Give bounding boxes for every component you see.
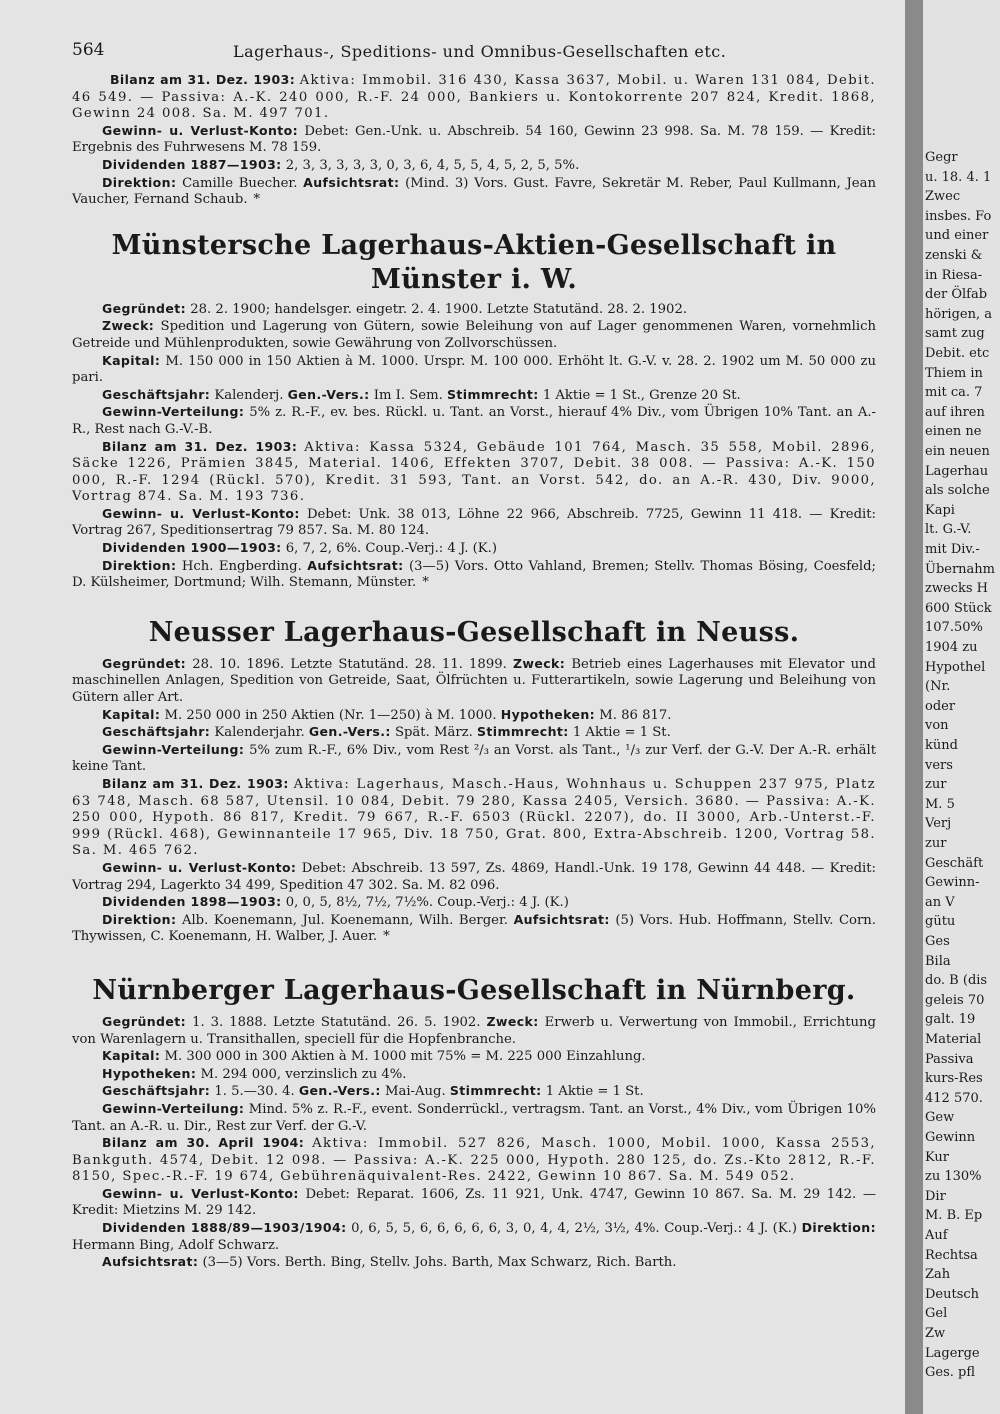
book-gutter — [905, 0, 923, 1414]
neighbor-line: geleis 70 — [925, 992, 985, 1008]
muenster-geschaeftsjahr: Geschäftsjahr: Kalenderj. Gen.-Vers.: Im I. Sem. Stimmrecht: 1 Aktie = 1 St., Grenze 20 St. — [102, 386, 741, 403]
nuernberg-hypotheken: Hypotheken: M. 294 000, verzinslich zu 4%. — [102, 1065, 407, 1082]
muenster-gewinn-verlust: Gewinn- u. Verlust-Konto: Debet: Unk. 38 013, Löhne 22 966, Abschreib. 7725, Gewinn 11 418. — Kredit: Vortrag 267, Speditionsertrag 79 857. Sa. M. 80 124. — [72, 505, 876, 539]
neighbor-line: zur — [925, 836, 947, 851]
nuernberg-aufsichtsrat: Aufsichtsrat: (3—5) Vors. Berth. Bing, Stellv. Johs. Barth, Max Schwarz, Rich. Barth. — [102, 1254, 677, 1271]
neighbor-line: M. 5 — [925, 796, 955, 812]
neighbor-line: M. B. Ep — [925, 1208, 983, 1224]
neighbor-line: und einer — [925, 228, 989, 244]
neighbor-line: ein neuen — [925, 444, 990, 459]
neighbor-line: Rechtsa — [925, 1247, 978, 1263]
nuernberg-gewinn-verlust: Gewinn- u. Verlust-Konto: Debet: Reparat. 1606, Zs. 11 921, Unk. 4747, Gewinn 10 867. Sa. M. 29 142. — Kredit: Mietzins M. 29 142. — [72, 1185, 877, 1219]
muenster-kapital: Kapital: M. 150 000 in 150 Aktien à M. 1000. Urspr. M. 100 000. Erhöht lt. G.-V. v. 28. 2. 1902 um M. 50 000 zu pari. — [72, 352, 876, 386]
neighbor-line: Gewinn — [925, 1130, 976, 1145]
neighbor-page-edge — [923, 0, 1000, 1414]
prev-gewinn-verlust: Gewinn- u. Verlust-Konto: Debet: Gen.-Unk. u. Abschreib. 54 160, Gewinn 23 998. Sa. M. 78 159. — Kredit: Ergebnis des Fuhrwesens M. 78 159. — [72, 122, 876, 156]
neuss-gegruendet: Gegründet: 28. 10. 1896. Letzte Statutänd. 28. 11. 1899. Zweck: Betrieb eines Lagerhauses mit Elevator und maschinellen Anlagen, Spedition von Getreide, Saat, Ölfrüchten u. Futterartikeln, sowie Lagerung und Beleihung von Gütern aller Art. — [72, 655, 876, 706]
muenster-zweck: Zweck: Spedition und Lagerung von Gütern, sowie Beleihung von auf Lager genommenen Waren, vornehmlich Getreide und Mühlenprodukten, sowie Gewährung von Zollvorschüssen. — [72, 318, 876, 351]
neighbor-line: galt. 19 — [925, 1012, 976, 1028]
muenster-direktion: Direktion: Hch. Engberding. Aufsichtsrat: (3—5) Vors. Otto Vahland, Bremen; Stellv. Thomas Bösing, Coesfeld; D. Külsheimer, Dortmund; Wilh. Stemann, Münster. * — [72, 557, 876, 591]
nuernberg-bilanz: Bilanz am 30. April 1904: Aktiva: Immobil. 527 826, Masch. 1000, Mobil. 1000, Kassa 2553, Bankguth. 4574, Debit. 12 098. — Passiva: A.-K. 225 000, Hypoth. 280 125, do. Zs.-Kto 2812, R.-F. 8150, Spec.-R.-F. 19 674, Gebührenäquivalent-Res. 2422, Gewinn 10 867. Sa. M. 549 052. — [72, 1135, 876, 1185]
company-title-neuss: Neusser Lagerhaus-Gesellschaft in Neuss. — [148, 616, 800, 648]
nuernberg-gewinn-verteilung: Gewinn-Verteilung: Mind. 5% z. R.-F., event. Sonderrückl., vertragsm. Tant. an Vorst., 4% Div., vom Übrigen 10% Tant. an A.-R. u. Dir., Rest zur Verf. der G.-V. — [72, 1100, 876, 1134]
neighbor-line: Bila — [925, 953, 951, 969]
neighbor-line: Zwec — [925, 189, 961, 205]
header-title: Lagerhaus-, Speditions- und Omnibus-Gesellschaften etc. — [233, 42, 727, 61]
neighbor-line: zwecks H — [925, 581, 988, 597]
neighbor-line: Gel — [925, 1306, 948, 1322]
company-title-muenster: Münstersche Lagerhaus-Aktien-Gesellschaft in Münster i. W. — [111, 229, 837, 295]
neuss-gewinn-verteilung: Gewinn-Verteilung: 5% zum R.-F., 6% Div., vom Rest ²/₃ an Vorst. als Tant., ¹/₃ zur Verf. der G.-V. Der A.-R. erhält keine Tant. — [72, 741, 876, 775]
neighbor-line: gütu — [925, 914, 956, 930]
neighbor-line: zu 130% — [925, 1169, 982, 1185]
neighbor-line: Deutsch — [925, 1286, 980, 1302]
end-star: * — [383, 929, 390, 945]
neuss-bilanz: Bilanz am 31. Dez. 1903: Aktiva: Lagerhaus, Masch.-Haus, Wohnhaus u. Schuppen 237 975, Platz 63 748, Masch. 68 587, Utensil. 10 084, Debit. 79 280, Kassa 2405, Versich. 3680. — Passiva: A.-K. 250 000, Hypoth. 86 817, Kredit. 79 667, R.-F. 6503 (Rückl. 2207), do. II 3000, Arb.-Unterst.-F. 999 (Rückl. 468), Gewinnanteile 17 965, Div. 18 750, Grat. 800, Extra-Abschreib. 1200, Vortrag 58. Sa. M. 465 762. — [72, 776, 876, 859]
neuss-dividenden: Dividenden 1898—1903: 0, 0, 5, 8½, 7½, 7½%. Coup.-Verj.: 4 J. (K.) — [102, 894, 569, 911]
neighbor-line: Hypothel — [925, 659, 986, 675]
neighbor-line: samt zug — [925, 326, 985, 342]
neighbor-line: künd — [925, 738, 958, 753]
page-number: 564 — [72, 40, 105, 60]
neighbor-line: Lagerhau — [925, 463, 989, 479]
neighbor-line: in Riesa- — [925, 267, 983, 283]
neighbor-line: Lagerge — [925, 1345, 980, 1361]
neighbor-line: zenski & — [925, 248, 983, 263]
neighbor-line: zur — [925, 777, 947, 793]
neighbor-line: lt. G.-V. — [925, 522, 972, 538]
neighbor-line: Zw — [925, 1326, 946, 1341]
neighbor-line: kurs-Res — [925, 1071, 983, 1087]
neuss-geschaeftsjahr: Geschäftsjahr: Kalenderjahr. Gen.-Vers.: Spät. März. Stimmrecht: 1 Aktie = 1 St. — [102, 724, 671, 741]
neighbor-line: Thiem in — [925, 365, 983, 381]
neighbor-line: do. B (dis — [925, 973, 988, 989]
end-star: * — [253, 192, 261, 208]
neighbor-line: hörigen, a — [925, 306, 992, 322]
neighbor-line: mit ca. 7 — [925, 385, 983, 401]
neighbor-line: 412 570. — [925, 1090, 983, 1106]
neighbor-line: insbes. Fo — [925, 208, 992, 224]
neighbor-line: Geschäft — [925, 855, 984, 871]
nuernberg-dividenden: Dividenden 1888/89—1903/1904: 0, 6, 5, 5, 6, 6, 6, 6, 6, 3, 0, 4, 4, 2½, 3½, 4%. Coup.-Verj.: 4 J. (K.) Direktion: Hermann Bing, Adolf Schwarz. — [72, 1220, 876, 1253]
neighbor-line: Debit. etc — [925, 346, 990, 361]
neighbor-line: Kur — [925, 1149, 950, 1165]
neighbor-line: Verj — [925, 816, 952, 832]
neighbor-line: Material — [925, 1032, 982, 1047]
neighbor-line: der Ölfab — [925, 287, 988, 303]
neighbor-line: (Nr. — [925, 679, 951, 695]
neighbor-line: 107.50% — [925, 620, 983, 636]
end-star: * — [422, 575, 429, 591]
neighbor-line: Kapi — [925, 502, 955, 518]
nuernberg-kapital: Kapital: M. 300 000 in 300 Aktien à M. 1000 mit 75% = M. 225 000 Einzahlung. — [102, 1048, 646, 1065]
neighbor-line: Gewinn- — [925, 875, 980, 891]
muenster-bilanz: Bilanz am 31. Dez. 1903: Aktiva: Kassa 5324, Gebäude 101 764, Masch. 35 558, Mobil. 2896, Säcke 1226, Prämien 3845, Material. 1406, Effekten 3707, Debit. 38 008. — Passiva: A.-K. 150 000, R.-F. 1294 (Rückl. 570), Kredit. 31 593, Tant. an Vorst. 542, do. an A.-R. 430, Div. 9000, Vortrag 874. Sa. M. 193 736. — [72, 438, 876, 505]
neighbor-line: Gew — [925, 1110, 955, 1126]
page-content — [72, 72, 876, 1272]
company-title-nuernberg: Nürnberger Lagerhaus-Gesellschaft in Nürnberg. — [92, 974, 856, 1006]
neighbor-line: vers — [925, 757, 953, 773]
muenster-gewinn-verteilung: Gewinn-Verteilung: 5% z. R.-F., ev. bes. Rückl. u. Tant. an Vorst., hierauf 4% Div., vom Übrigen 10% Tant. an A.-R., Rest nach G.-V.-B. — [72, 404, 877, 437]
neighbor-line: Ges. pfl — [925, 1365, 976, 1381]
neighbor-line: Zah — [925, 1267, 951, 1283]
nuernberg-geschaeftsjahr: Geschäftsjahr: 1. 5.—30. 4. Gen.-Vers.: Mai-Aug. Stimmrecht: 1 Aktie = 1 St. — [102, 1083, 644, 1100]
muenster-gegruendet: Gegründet: 28. 2. 1900; handelsger. eingetr. 2. 4. 1900. Letzte Statutänd. 28. 2. 1902. — [102, 300, 688, 317]
neuss-direktion: Direktion: Alb. Koenemann, Jul. Koenemann, Wilh. Berger. Aufsichtsrat: (5) Vors. Hub. Hoffmann, Stellv. Corn. Thywissen, C. Koenemann, H. Walber, J. Auer. * — [72, 911, 876, 945]
neighbor-line: von — [925, 718, 949, 734]
neighbor-line: auf ihren — [925, 404, 985, 420]
neighbor-line: an V — [925, 894, 955, 910]
prev-bilanz: Bilanz am 31. Dez. 1903: Aktiva: Immobil. 316 430, Kassa 3637, Mobil. u. Waren 131 084, Debit. 46 549. — Passiva: A.-K. 240 000, R.-F. 24 000, Bankiers u. Kontokorrente 207 824, Kredit. 1868, Gewinn 24 008. Sa. M. 497 701. — [72, 72, 876, 122]
nuernberg-gegruendet: Gegründet: 1. 3. 1888. Letzte Statutänd. 26. 5. 1902. Zweck: Erwerb u. Verwertung von Immobil., Errichtung von Warenlagern u. Transithallen, speciell für die Hopfenbranche. — [72, 1013, 876, 1047]
prev-direktion: Direktion: Camille Buecher. Aufsichtsrat: (Mind. 3) Vors. Gust. Favre, Sekretär M. Reber, Paul Kullmann, Jean Vaucher, Fernand Schaub. * — [72, 174, 876, 208]
neighbor-line: einen ne — [925, 424, 982, 440]
neighbor-line: mit Div.- — [925, 542, 980, 557]
neighbor-line: 600 Stück — [925, 600, 992, 616]
neighbor-line: 1904 zu — [925, 640, 978, 655]
neighbor-line: oder — [925, 698, 956, 714]
muenster-dividenden: Dividenden 1900—1903: 6, 7, 2, 6%. Coup.-Verj.: 4 J. (K.) — [102, 540, 497, 557]
neighbor-line: Dir — [925, 1188, 946, 1204]
neighbor-line: u. 18. 4. 1 — [925, 169, 992, 185]
neighbor-line: Gegr — [925, 150, 958, 165]
neuss-kapital: Kapital: M. 250 000 in 250 Aktien (Nr. 1—250) à M. 1000. Hypotheken: M. 86 817. — [102, 706, 672, 723]
prev-dividenden: Dividenden 1887—1903: 2, 3, 3, 3, 3, 3, 0, 3, 6, 4, 5, 5, 4, 5, 2, 5, 5%. — [102, 156, 580, 173]
neuss-gewinn-verlust: Gewinn- u. Verlust-Konto: Debet: Abschreib. 13 597, Zs. 4869, Handl.-Unk. 19 178, Gewinn 44 448. — Kredit: Vortrag 294, Lagerkto 34 499, Spedition 47 302. Sa. M. 82 096. — [72, 859, 876, 893]
neighbor-line: Passiva — [925, 1051, 974, 1067]
neighbor-line: Auf — [925, 1228, 948, 1243]
neighbor-line: Ges — [925, 934, 950, 949]
neighbor-line: Übernahm — [925, 561, 996, 577]
neighbor-line: als solche — [925, 483, 990, 499]
running-header — [58, 40, 878, 64]
